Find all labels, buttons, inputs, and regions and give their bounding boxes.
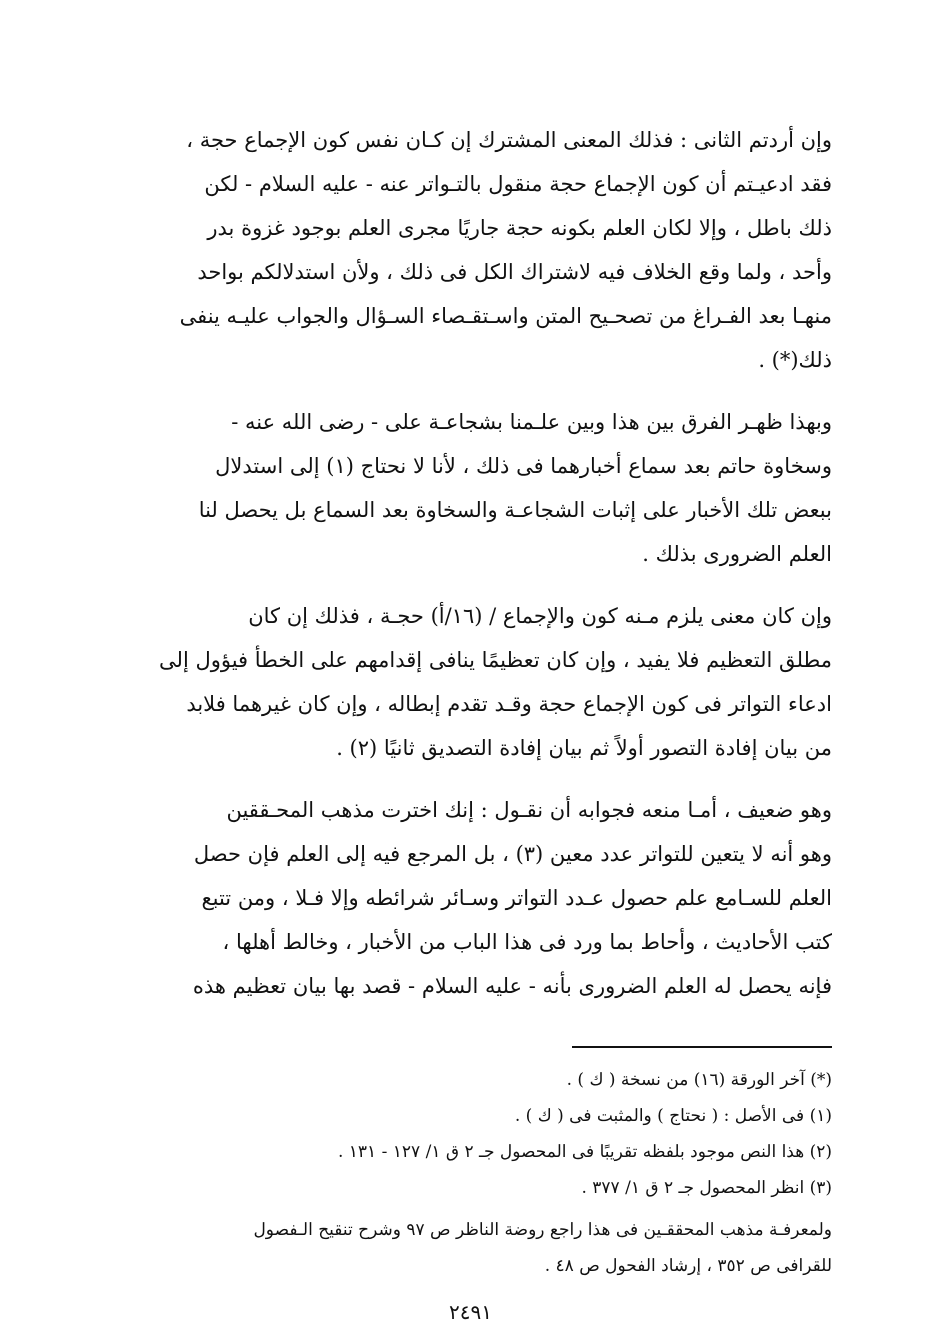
- text-line: وهو ضعيف ، أمـا منعه فجوابه أن نقـول : إنك اخترت مذهب المحـققين: [226, 798, 832, 822]
- text-line: من بيان إفادة التصور أولاً ثم بيان إفادة التصديق ثانيًا (٢) .: [336, 736, 832, 760]
- text-line: وإن أردتم الثانى : فذلك المعنى المشترك إن كـان نفس كون الإجماع حجة ،: [186, 128, 832, 152]
- paragraph-3: [112, 594, 832, 770]
- text-line: كتب الأحاديث ، وأحاط بما ورد فى هذا الباب من الأخبار ، وخالط أهلها ،: [222, 930, 832, 954]
- footnote-item: (١) فى الأصل : ( نحتاج ) والمثبت فى ( ك ) .: [514, 1106, 832, 1126]
- paragraph-1: [112, 118, 832, 382]
- paragraph-2: [112, 400, 832, 576]
- text-line: وسخاوة حاتم بعد سماع أخبارهما فى ذلك ، لأنا لا نحتاج (١) إلى استدلال: [215, 454, 832, 478]
- text-line: ذلك(*) .: [758, 348, 832, 372]
- text-line: فإنه يحصل له العلم الضرورى بأنه - عليه السلام - قصد بها بيان تعظيم هذه: [192, 974, 832, 998]
- text-line: وإن كان معنى يلزم مـنه كون والإجماع / (١٦/أ) حجـة ، فذلك إن كان: [248, 604, 832, 628]
- footnote-divider: [572, 1046, 832, 1048]
- text-line: وبهذا ظهـر الفرق بين هذا وبين علـمنا بشجاعـة على - رضى الله عنه -: [231, 410, 832, 434]
- text-line: العلم للسـامع علم حصول عـدد التواتر وسـائر شرائطه وإلا فـلا ، ومن تتبع: [201, 886, 832, 910]
- footnote-item: ولمعرفـة مذهب المحققـين فى هذا راجع روضة الناظر ص ٩٧ وشرح تنقيح الـفصول: [253, 1220, 832, 1240]
- page-number: ٢٤٩١: [449, 1300, 492, 1324]
- text-line: وهو أنه لا يتعين للتواتر عدد معين (٣) ، بل المرجع فيه إلى العلم فإن حصل: [193, 842, 832, 866]
- text-line: العلم الضرورى بذلك .: [642, 542, 832, 566]
- footnote-item: (*) آخر الورقة (١٦) من نسخة ( ك ) .: [566, 1070, 832, 1090]
- text-line: فقد ادعيـتم أن كون الإجماع حجة منقول بالتـواتر عنه - عليه السلام - لكن: [204, 172, 832, 196]
- text-line: وأحد ، ولما وقع الخلاف فيه لاشتراك الكل فى ذلك ، ولأن استدلالكم بواحد: [197, 260, 832, 284]
- text-line: مطلق التعظيم فلا يفيد ، وإن كان تعظيمًا ينافى إقدامهم على الخطأ فيؤول إلى: [159, 648, 832, 672]
- footnote-item: (٣) انظر المحصول جـ ٢ ق ١/ ٣٧٧ .: [581, 1178, 832, 1198]
- text-line: ادعاء التواتر فى كون الإجماع حجة وقـد تقدم إبطاله ، وإن كان غيرهما فلابد: [186, 692, 832, 716]
- footnote-item: (٢) هذا النص موجود بلفظه تقريبًا فى المحصول جـ ٢ ق ١/ ١٢٧ - ١٣١ .: [337, 1142, 832, 1162]
- footnotes: [112, 1062, 832, 1284]
- main-text: [112, 118, 832, 1026]
- text-line: ببعض تلك الأخبار على إثبات الشجاعـة والسخاوة بعد السماع بل يحصل لنا: [198, 498, 832, 522]
- footnote-item: للقرافى ص ٣٥٢ ، إرشاد الفحول ص ٤٨ .: [544, 1256, 832, 1276]
- paragraph-4: [112, 788, 832, 1008]
- text-line: ذلك باطل ، وإلا لكان العلم بكونه حجة جاريًا مجرى العلم بوجود غزوة بدر: [207, 216, 832, 240]
- text-line: منهـا بعد الفـراغ من تصحـيح المتن واسـتقـصاء السـؤال والجواب عليـه ينفى: [179, 304, 832, 328]
